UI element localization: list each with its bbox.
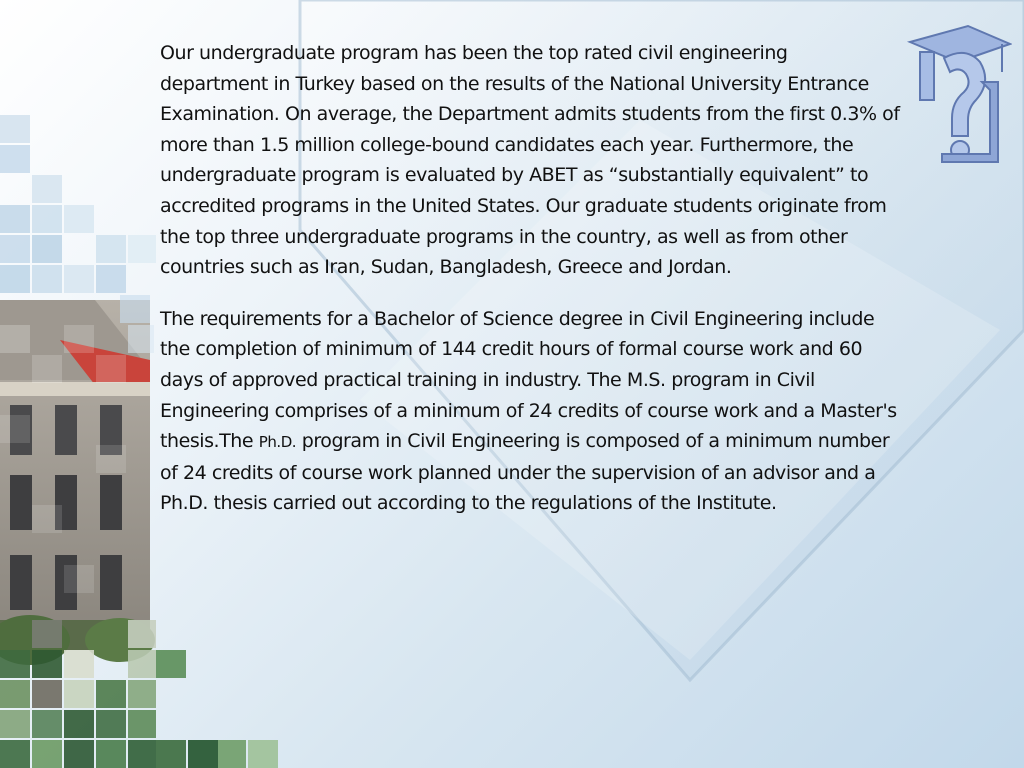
paragraph-part-1: The requirements for a Bachelor of Science degree in Civil Engineering include the completion of minimum of 144 credit hours of formal course work and 60 days of approved practical training in industry. The M.S. program in Civil Engineering comprises of a minimum of 24 credits of course work and a Master's thesis.The: [160, 307, 897, 453]
campus-building-photo: [0, 300, 155, 665]
paragraph-degree-requirements: [160, 304, 900, 519]
paragraph-program-ranking: Our undergraduate program has been the top rated civil engineering department in Turkey based on the results of the National University Entrance Examination. On average, the Department admits students from the first 0.3% of more than 1.5 million college-bound candidates each year. Furthermore, the undergraduate program is evaluated by ABET as “substantially equivalent” to accredited programs in the United States. Our graduate students originate from the top three undergraduate programs in the country, as well as from other countries such as Iran, Sudan, Bangladesh, Greece and Jordan.: [160, 42, 900, 279]
phd-abbreviation: Ph.D.: [258, 433, 297, 452]
slide-body-text: [160, 38, 900, 519]
graduation-cap-figure-icon: [906, 22, 1012, 172]
paragraph-part-2: program in Civil Engineering is composed of a minimum number of 24 credits of course work planned under the supervision of an advisor and a Ph.D. thesis carried out according to the regulations of the Institute.: [160, 430, 890, 515]
